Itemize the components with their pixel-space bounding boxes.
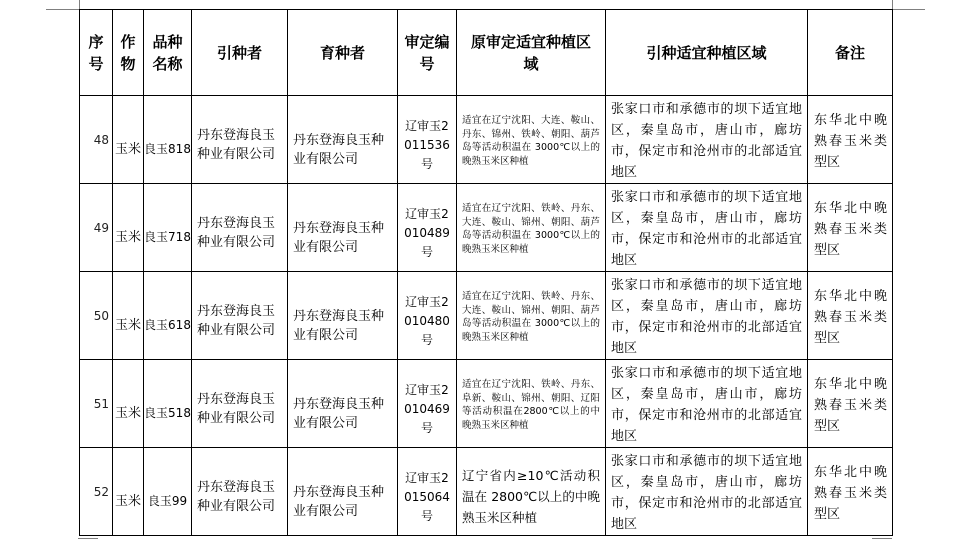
cell-variety: 良玉99	[144, 448, 192, 536]
table-header-row	[80, 10, 893, 96]
cell-introducer: 丹东登海良玉种业有限公司	[192, 360, 288, 448]
crop-mark-bottom-right	[872, 538, 892, 539]
header-seq: 序号	[80, 10, 113, 96]
cell-orig-region: 辽宁省内≥10℃活动积温在 2800℃以上的中晚熟玉米区种植	[457, 448, 606, 536]
cell-orig-region: 适宜在辽宁沈阳、大连、鞍山、丹东、锦州、铁岭、朝阳、葫芦岛等活动积温在 3000℃以上的晚熟玉米区种植	[457, 96, 606, 184]
cell-breeder: 丹东登海良玉种业有限公司	[288, 360, 398, 448]
header-intro-region: 引种适宜种植区域	[606, 10, 808, 96]
cell-breeder: 丹东登海良玉种业有限公司	[288, 184, 398, 272]
cell-crop: 玉米	[113, 96, 144, 184]
cell-intro-region: 张家口市和承德市的坝下适宜地区，秦皇岛市，唐山市，廊坊市，保定市和沧州市的北部适宜地区	[606, 360, 808, 448]
cell-breeder: 丹东登海良玉种业有限公司	[288, 272, 398, 360]
table-row	[80, 96, 893, 184]
cell-note: 东华北中晚熟春玉米类型区	[808, 184, 893, 272]
cell-orig-region: 适宜在辽宁沈阳、铁岭、丹东、大连、鞍山、锦州、朝阳、葫芦岛等活动积温在 3000℃以上的晚熟玉米区种植	[457, 272, 606, 360]
cell-variety: 良玉718	[144, 184, 192, 272]
cell-note: 东华北中晚熟春玉米类型区	[808, 360, 893, 448]
crop-mark-bottom-left	[78, 538, 98, 539]
cell-variety: 良玉518	[144, 360, 192, 448]
cell-introducer: 丹东登海良玉种业有限公司	[192, 448, 288, 536]
cell-approval-no: 辽审玉2015064号	[398, 448, 457, 536]
cell-intro-region: 张家口市和承德市的坝下适宜地区，秦皇岛市，唐山市，廊坊市，保定市和沧州市的北部适宜地区	[606, 96, 808, 184]
cell-note: 东华北中晚熟春玉米类型区	[808, 448, 893, 536]
cell-crop: 玉米	[113, 184, 144, 272]
cell-seq: 49	[80, 184, 113, 272]
cell-seq: 48	[80, 96, 113, 184]
cell-breeder: 丹东登海良玉种业有限公司	[288, 96, 398, 184]
variety-table	[79, 9, 893, 536]
header-note: 备注	[808, 10, 893, 96]
crop-mark-top-left	[46, 9, 79, 10]
cell-introducer: 丹东登海良玉种业有限公司	[192, 96, 288, 184]
header-variety: 品种名称	[144, 10, 192, 96]
cell-note: 东华北中晚熟春玉米类型区	[808, 272, 893, 360]
cell-seq: 51	[80, 360, 113, 448]
table-row	[80, 448, 893, 536]
cell-orig-region: 适宜在辽宁沈阳、铁岭、丹东、阜新、鞍山、锦州、朝阳、辽阳等活动积温在2800℃以上的中晚熟玉米区种植	[457, 360, 606, 448]
cell-crop: 玉米	[113, 360, 144, 448]
cell-intro-region: 张家口市和承德市的坝下适宜地区，秦皇岛市，唐山市，廊坊市，保定市和沧州市的北部适宜地区	[606, 184, 808, 272]
header-breeder: 育种者	[288, 10, 398, 96]
cell-variety: 良玉818	[144, 96, 192, 184]
header-approval-no: 审定编号	[398, 10, 457, 96]
table-row	[80, 360, 893, 448]
cell-approval-no: 辽审玉2010469号	[398, 360, 457, 448]
header-orig-region: 原审定适宜种植区域	[457, 10, 606, 96]
crop-mark-top-right	[892, 9, 925, 10]
header-introducer: 引种者	[192, 10, 288, 96]
cell-approval-no: 辽审玉2011536号	[398, 96, 457, 184]
table-row	[80, 272, 893, 360]
cell-intro-region: 张家口市和承德市的坝下适宜地区，秦皇岛市，唐山市，廊坊市，保定市和沧州市的北部适宜地区	[606, 448, 808, 536]
cell-note: 东华北中晚熟春玉米类型区	[808, 96, 893, 184]
header-crop: 作物	[113, 10, 144, 96]
cell-seq: 50	[80, 272, 113, 360]
table-row	[80, 184, 893, 272]
cell-breeder: 丹东登海良玉种业有限公司	[288, 448, 398, 536]
cell-crop: 玉米	[113, 272, 144, 360]
cell-intro-region: 张家口市和承德市的坝下适宜地区，秦皇岛市，唐山市，廊坊市，保定市和沧州市的北部适宜地区	[606, 272, 808, 360]
cell-orig-region: 适宜在辽宁沈阳、铁岭、丹东、大连、鞍山、锦州、朝阳、葫芦岛等活动积温在 3000℃以上的晚熟玉米区种植	[457, 184, 606, 272]
cell-introducer: 丹东登海良玉种业有限公司	[192, 184, 288, 272]
cell-variety: 良玉618	[144, 272, 192, 360]
cell-crop: 玉米	[113, 448, 144, 536]
cell-seq: 52	[80, 448, 113, 536]
cell-introducer: 丹东登海良玉种业有限公司	[192, 272, 288, 360]
cell-approval-no: 辽审玉2010480号	[398, 272, 457, 360]
cell-approval-no: 辽审玉2010489号	[398, 184, 457, 272]
